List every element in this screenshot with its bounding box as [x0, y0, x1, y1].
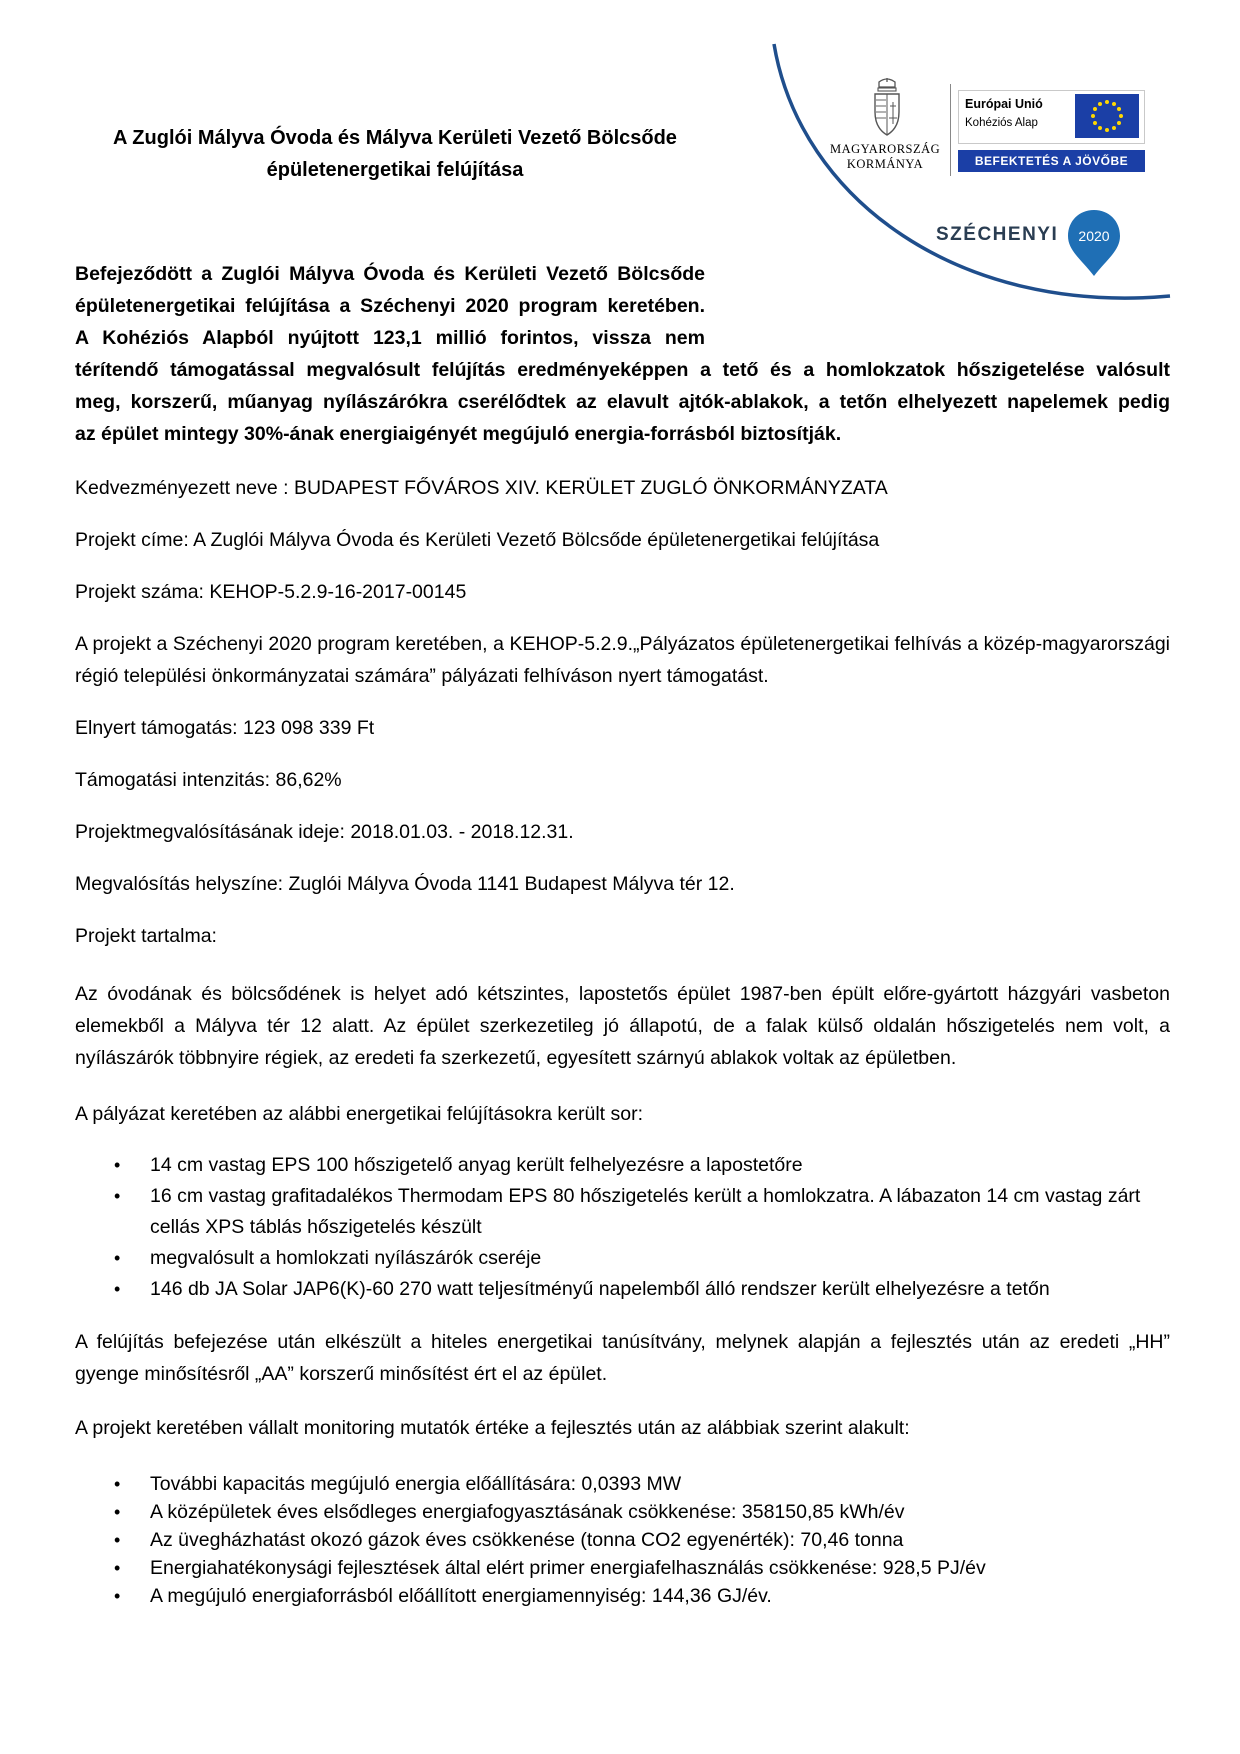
- szechenyi-wordmark: SZÉCHENYI: [936, 224, 1059, 245]
- list-item-text: A megújuló energiaforrásból előállított energiamennyiség: 144,36 GJ/év.: [150, 1585, 772, 1607]
- project-period: Projektmegvalósításának ideje: 2018.01.03. - 2018.12.31.: [75, 821, 574, 843]
- lead-line-1: Befejeződött a Zuglói Mályva Óvoda és Kerületi Vezető Bölcsőde: [75, 263, 705, 285]
- list-item: [75, 1498, 1170, 1526]
- list-item: [75, 1181, 1170, 1243]
- bullet: •: [114, 1586, 121, 1606]
- project-title: Projekt címe: A Zuglói Mályva Óvoda és Kerületi Vezető Bölcsőde épületenergetikai felújítása: [75, 529, 880, 551]
- bullet: •: [114, 1155, 121, 1175]
- lead-line-2: épületenergetikai felújítása a Széchenyi 2020 program keretében.: [75, 295, 705, 317]
- gov-line-2: KORMÁNYA: [846, 157, 924, 171]
- list-item: [75, 1582, 1170, 1610]
- eu-logo: [958, 90, 1145, 144]
- list-item-text: 146 db JA Solar JAP6(K)-60 270 watt teljesítményű napelemből álló rendszer került elhelyezésre a tetőn: [150, 1278, 1050, 1300]
- gov-line-1: MAGYARORSZÁG: [830, 142, 941, 156]
- eu-flag-icon: [1075, 94, 1139, 138]
- lead-line-5: meg, korszerű, műanyag nyílászárókra cserélődtek az elavult ajtók-ablakok, a tetőn elhelyezett napelemek pedig: [75, 391, 1170, 413]
- monitoring-intro: A projekt keretében vállalt monitoring mutatók értéke a fejlesztés után az alábbiak szerint alakult:: [75, 1417, 910, 1439]
- project-location: Megvalósítás helyszíne: Zuglói Mályva Óvoda 1141 Budapest Mályva tér 12.: [75, 873, 735, 895]
- bullet: •: [114, 1279, 121, 1299]
- logo-block: [830, 78, 1130, 288]
- list-item: [75, 1150, 1170, 1181]
- bullet: •: [114, 1474, 121, 1494]
- list-item-text: A középületek éves elsődleges energiafogyasztásának csökkenése: 358150,85 kWh/év: [150, 1501, 905, 1523]
- list-item: [75, 1526, 1170, 1554]
- bullet: •: [114, 1502, 121, 1522]
- document-title: [70, 122, 720, 186]
- title-line-1: A Zuglói Mályva Óvoda és Mályva Kerületi Vezető Bölcsőde: [113, 127, 677, 149]
- list-item: [75, 1470, 1170, 1498]
- list-item-text: Az üvegházhatást okozó gázok éves csökkenése (tonna CO2 egyenérték): 70,46 tonna: [150, 1529, 904, 1551]
- certificate-paragraph: A felújítás befejezése után elkészült a hiteles energetikai tanúsítvány, melynek alapján a fejlesztés után az eredeti „HH” gyenge minősítésről „AA” korszerű minősítést ért el az épület.: [75, 1331, 1170, 1385]
- list-item: [75, 1243, 1170, 1274]
- lead-line-6: az épület mintegy 30%-ának energiaigényét megújuló energia-forrásból biztosítják.: [75, 423, 842, 445]
- bullet: •: [114, 1248, 121, 1268]
- project-number: Projekt száma: KEHOP-5.2.9-16-2017-00145: [75, 581, 467, 603]
- program-description: A projekt a Széchenyi 2020 program keretében, a KEHOP-5.2.9.„Pályázatos épületenergetikai felhívás a közép-magyarországi régió települési önkormányzatai számára” pályázati felhíváson nyert támogatást.: [75, 633, 1170, 687]
- government-logo-text: [830, 142, 940, 172]
- lead-paragraph: [75, 258, 1170, 450]
- invest-banner: BEFEKTETÉS A JÖVŐBE: [958, 150, 1145, 172]
- list-item-text: További kapacitás megújuló energia előállítására: 0,0393 MW: [150, 1473, 682, 1495]
- eu-fund: Kohéziós Alap: [965, 117, 1038, 129]
- bullet: •: [114, 1186, 121, 1206]
- content-label: Projekt tartalma:: [75, 925, 217, 947]
- list-item: [75, 1554, 1170, 1582]
- szechenyi-year: 2020: [1078, 228, 1110, 244]
- list-item-text: 14 cm vastag EPS 100 hőszigetelő anyag került felhelyezésre a lapostetőre: [150, 1154, 803, 1176]
- bullet: •: [114, 1530, 121, 1550]
- works-list: [75, 1150, 1170, 1305]
- bullet: •: [114, 1558, 121, 1578]
- list-item-text: 16 cm vastag grafitadalékos Thermodam EPS 80 hőszigetelés került a homlokzatra. A lábazaton 14 cm vastag zárt cellás XPS táblás hőszigetelés készült: [150, 1185, 1141, 1238]
- list-item-text: Energiahatékonysági fejlesztések által elért primer energiafelhasználás csökkenése: 928,5 PJ/év: [150, 1557, 986, 1579]
- support-intensity: Támogatási intenzitás: 86,62%: [75, 769, 342, 791]
- hungarian-crest-icon: [870, 78, 904, 138]
- list-item-text: megvalósult a homlokzati nyílászárók cseréje: [150, 1247, 542, 1269]
- grant-amount: Elnyert támogatás: 123 098 339 Ft: [75, 717, 375, 739]
- eu-name: Európai Unió: [965, 97, 1043, 111]
- lead-line-3: A Kohéziós Alapból nyújtott 123,1 millió forintos, vissza nem: [75, 327, 705, 349]
- beneficiary: Kedvezményezett neve : BUDAPEST FŐVÁROS XIV. KERÜLET ZUGLÓ ÖNKORMÁNYZATA: [75, 477, 888, 499]
- list-item: [75, 1274, 1170, 1305]
- works-intro: A pályázat keretében az alábbi energetikai felújításokra került sor:: [75, 1103, 643, 1125]
- monitoring-list: [75, 1470, 1170, 1610]
- lead-line-4: térítendő támogatással megvalósult felújítás eredményeképpen a tető és a homlokzatok hőszigetelése valósult: [75, 359, 1170, 381]
- building-description: Az óvodának és bölcsődének is helyet adó kétszintes, lapostetős épület 1987-ben épült előre-gyártott házgyári vasbeton elemekből a Mályva tér 12 alatt. Az épület szerkezetileg jó állapotú, de a falak külső oldalán hőszigetelés nem volt, a nyílászárók többnyire régiek, az eredeti fa szerkezetű, egyesített szárnyú ablakok voltak az épületben.: [75, 983, 1170, 1069]
- logo-divider: [950, 84, 951, 176]
- title-line-2: épületenergetikai felújítása: [266, 159, 524, 181]
